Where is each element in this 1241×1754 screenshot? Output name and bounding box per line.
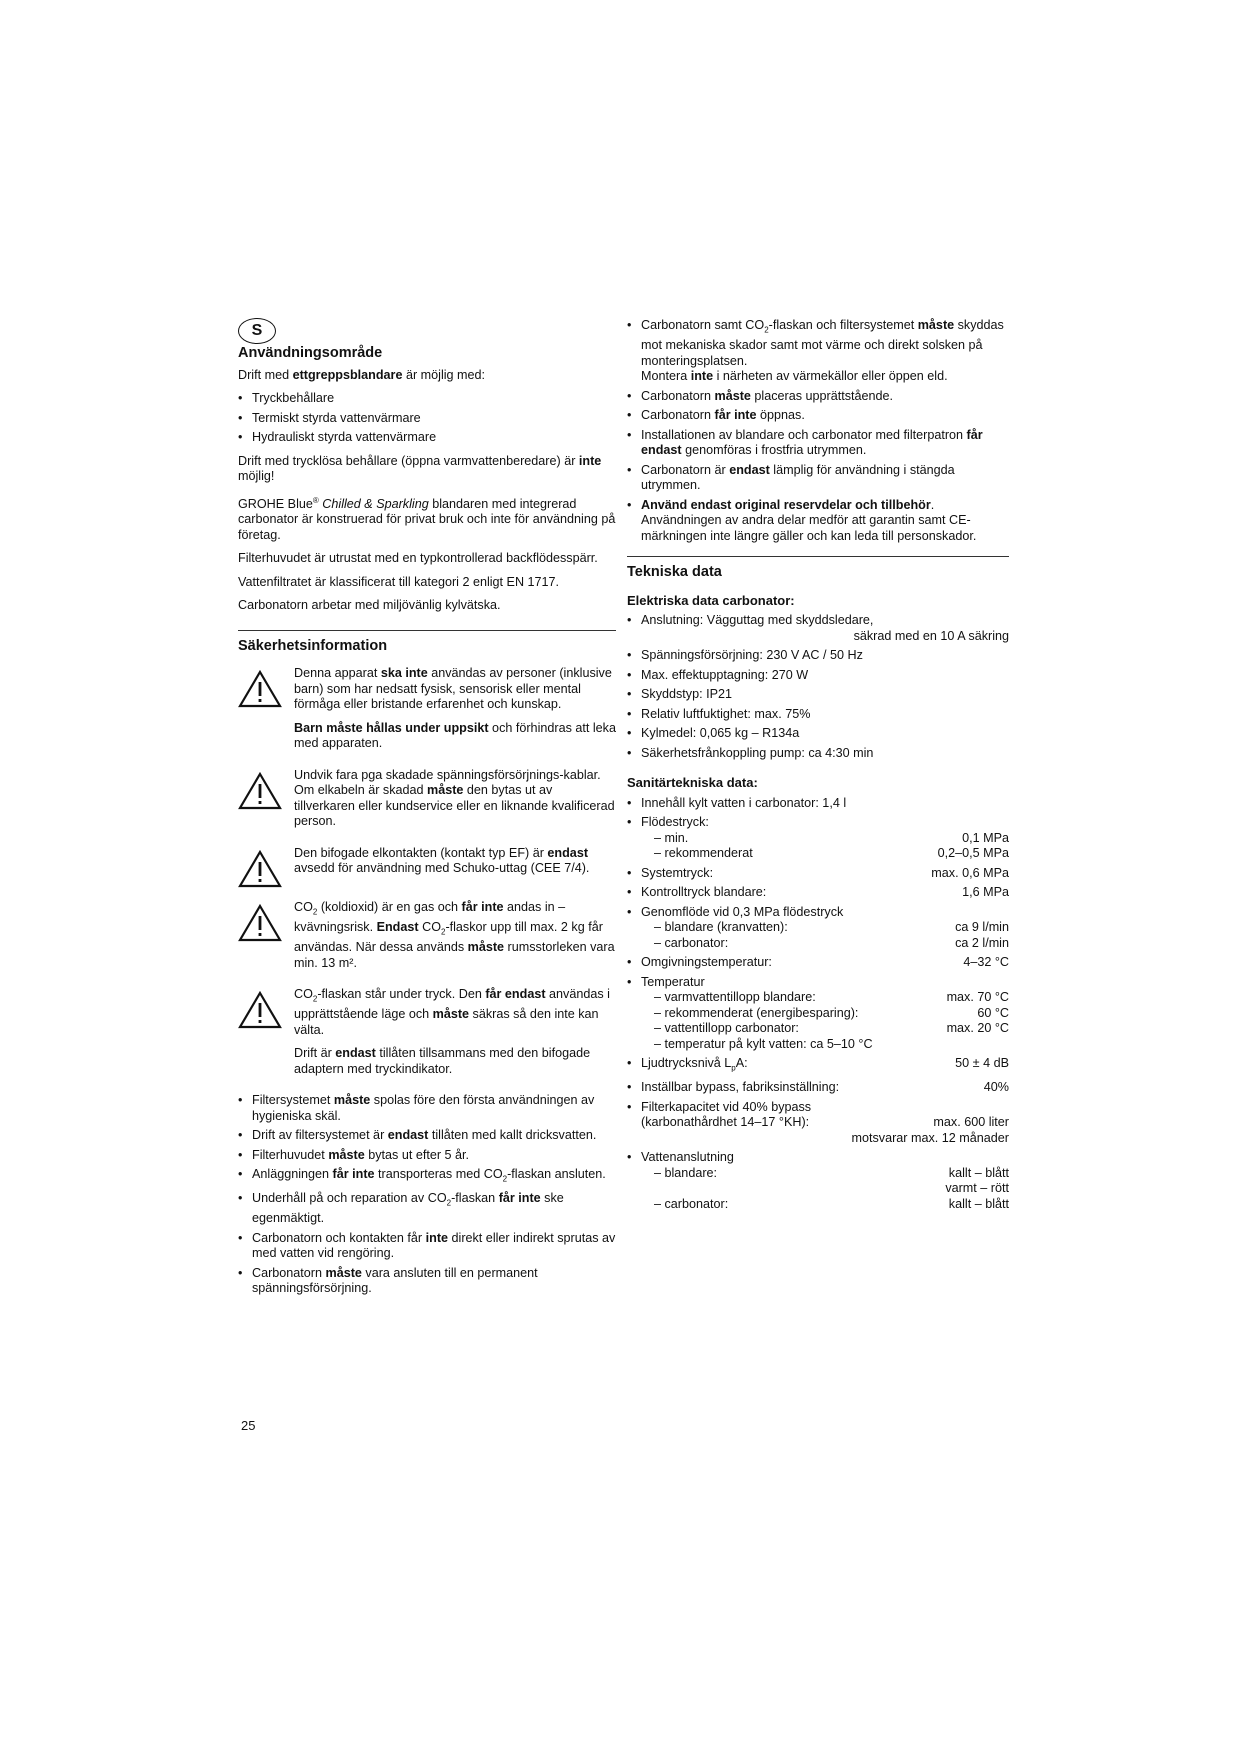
language-badge: S bbox=[238, 318, 276, 344]
page-number: 25 bbox=[241, 1418, 256, 1433]
warning-block bbox=[238, 846, 616, 893]
warning-text: Undvik fara pga skadade spänningsförsörjnings-kablar. Om elkabeln är skadad måste den bytas ut av tillverkaren eller kundservice eller en liknande kvalificerad person. bbox=[294, 767, 615, 829]
list-item: • Carbonatorn och kontakten får inte direkt eller indirekt sprutas av med vatten vid rengöring. bbox=[238, 1231, 616, 1262]
carbonator-fluid-note: Carbonatorn arbetar med miljövänlig kylvätska. bbox=[238, 598, 501, 613]
list-item: • Filterkapacitet vid 40% bypass (karbonathårdhet 14–17 °KH): max. 600 liter motsvarar max. 12 månader bbox=[627, 1100, 1009, 1147]
warning-block bbox=[238, 768, 616, 838]
list-item: • Ljudtrycksnivå $L_pA$: 50 ± 4 dB bbox=[627, 1056, 1009, 1076]
elec-heading: Elektriska data carbonator: bbox=[627, 592, 795, 608]
elec-list bbox=[627, 613, 1009, 761]
warning-icon bbox=[238, 850, 282, 888]
list-item: • Carbonatorn får inte öppnas. bbox=[627, 408, 1009, 424]
filterhead-note: Filterhuvudet är utrustat med en typkontrollerad backflödesspärr. bbox=[238, 551, 598, 566]
warning-icon bbox=[238, 904, 282, 942]
tech-heading: Tekniska data bbox=[627, 564, 722, 581]
warning-icon bbox=[238, 772, 282, 810]
list-item: • Carbonatorn är endast lämplig för användning i stängda utrymmen. bbox=[627, 463, 1009, 494]
warning-block bbox=[238, 900, 616, 979]
warning-text: $CO_2$ (koldioxid) är en gas och får inte andas in – kvävningsrisk. Endast $CO_2$-flaskor upp till max. 2 kg får användas. När dessa används måste rumsstorleken vara min. 13 m². bbox=[294, 900, 615, 970]
installation-list bbox=[627, 318, 1009, 544]
warning-icon bbox=[238, 991, 282, 1029]
right-column bbox=[627, 318, 1009, 1220]
list-item: • Använd endast original reservdelar och tillbehör. Användningen av andra delar medför att garantin samt CE-märkningen inte längre gäller och kan leda till personskador. bbox=[627, 498, 1009, 545]
safety-list bbox=[238, 1093, 616, 1297]
list-item: • Innehåll kylt vatten i carbonator: 1,4 l bbox=[627, 796, 1009, 812]
list-item: • Inställbar bypass, fabriksinställning: 40% bbox=[627, 1080, 1009, 1096]
section-divider bbox=[627, 556, 1009, 557]
list-item: • Tryckbehållare bbox=[238, 391, 616, 407]
usage-list bbox=[238, 391, 616, 446]
warning-block bbox=[238, 987, 616, 1085]
list-item: • Systemtryck: max. 0,6 MPa bbox=[627, 866, 1009, 882]
list-item: • Filtersystemet måste spolas före den första användningen av hygieniska skäl. bbox=[238, 1093, 616, 1124]
sanitary-heading: Sanitärtekniska data: bbox=[627, 775, 758, 791]
warning-text: Barn måste hållas under uppsikt och förhindras att leka med apparaten. bbox=[294, 720, 616, 751]
pressless-note: Drift med trycklösa behållare (öppna varmvattenberedare) är inte möjlig! bbox=[238, 453, 602, 483]
grohe-note: GROHE Blue® Chilled & Sparkling blandaren med integrerad carbonator är konstruerad för privat bruk och inte för användning på företag. bbox=[238, 495, 616, 542]
left-column bbox=[238, 318, 616, 1305]
list-item: • Genomflöde vid 0,3 MPa flödestryck – blandare (kranvatten): ca 9 l/min – carbonator: ca 2 l/min bbox=[627, 905, 1009, 952]
list-item: • Anslutning: Vägguttag med skyddsledare, säkrad med en 10 A säkring bbox=[627, 613, 1009, 644]
list-item: • Säkerhetsfrånkoppling pump: ca 4:30 min bbox=[627, 746, 1009, 762]
warning-text: $CO_2$-flaskan står under tryck. Den får endast användas i upprättstående läge och måste säkras så den inte kan välta. bbox=[294, 987, 610, 1037]
list-item: • Carbonatorn måste placeras upprättstående. bbox=[627, 389, 1009, 405]
list-item: • Drift av filtersystemet är endast tillåten med kallt dricksvatten. bbox=[238, 1128, 616, 1144]
list-item: • Relativ luftfuktighet: max. 75% bbox=[627, 707, 1009, 723]
list-item: • Termiskt styrda vattenvärmare bbox=[238, 411, 616, 427]
list-item: • Installationen av blandare och carbonator med filterpatron får endast genomföras i frostfria utrymmen. bbox=[627, 428, 1009, 459]
list-item: • Carbonatorn måste vara ansluten till en permanent spänningsförsörjning. bbox=[238, 1266, 616, 1297]
warning-text: Denna apparat ska inte användas av personer (inklusive barn) som har nedsatt fysisk, sensorisk eller mental förmåga eller bristande erfarenhet och kunskap. bbox=[294, 666, 612, 712]
list-item: • Omgivningstemperatur: 4–32 °C bbox=[627, 955, 1009, 971]
filter-class-note: Vattenfiltratet är klassificerat till kategori 2 enligt EN 1717. bbox=[238, 574, 560, 589]
list-item: • Carbonatorn samt $CO_2$-flaskan och filtersystemet måste skyddas mot mekaniska skador samt mot värme och direkt solsken på monteringsplatsen. Montera inte i närheten av värmekällor eller öppen eld. bbox=[627, 318, 1009, 385]
warning-text: Den bifogade elkontakten (kontakt typ EF) är endast avsedd för användning med Schuko-uttag (CEE 7/4). bbox=[294, 845, 590, 876]
list-item: • Vattenanslutning – blandare: kallt – blått varmt – rött – carbonator: kallt – blått bbox=[627, 1150, 1009, 1212]
safety-heading: Säkerhetsinformation bbox=[238, 637, 388, 654]
usage-intro: Drift med ettgreppsblandare är möjlig med: bbox=[238, 367, 486, 382]
warning-block bbox=[238, 666, 616, 760]
list-item: • Spänningsförsörjning: 230 V AC / 50 Hz bbox=[627, 648, 1009, 664]
list-item: • Kylmedel: 0,065 kg – R134a bbox=[627, 726, 1009, 742]
warning-text: Drift är endast tillåten tillsammans med den bifogade adaptern med tryckindikator. bbox=[294, 1046, 591, 1076]
list-item: • Temperatur – varmvattentillopp blandare: max. 70 °C – rekommenderat (energibesparing): 60 °C – vattentillopp carbonator: max. 20 °C – temperatur på kylt vatten: ca 5–10 °C bbox=[627, 975, 1009, 1053]
list-item: • Hydrauliskt styrda vattenvärmare bbox=[238, 430, 616, 446]
list-item: • Kontrolltryck blandare: 1,6 MPa bbox=[627, 885, 1009, 901]
list-item: • Flödestryck: – min. 0,1 MPa – rekommenderat 0,2–0,5 MPa bbox=[627, 815, 1009, 862]
section-divider bbox=[238, 630, 616, 631]
list-item: • Anläggningen får inte transporteras med $CO_2$-flaskan ansluten. bbox=[238, 1167, 616, 1187]
warning-icon bbox=[238, 670, 282, 708]
list-item: • Filterhuvudet måste bytas ut efter 5 år. bbox=[238, 1148, 616, 1164]
list-item: • Underhåll på och reparation av $CO_2$-flaskan får inte ske egenmäktigt. bbox=[238, 1191, 616, 1227]
usage-heading: Användningsområde bbox=[238, 345, 383, 361]
sanitary-list bbox=[627, 796, 1009, 1213]
list-item: • Max. effektupptagning: 270 W bbox=[627, 668, 1009, 684]
list-item: • Skyddstyp: IP21 bbox=[627, 687, 1009, 703]
